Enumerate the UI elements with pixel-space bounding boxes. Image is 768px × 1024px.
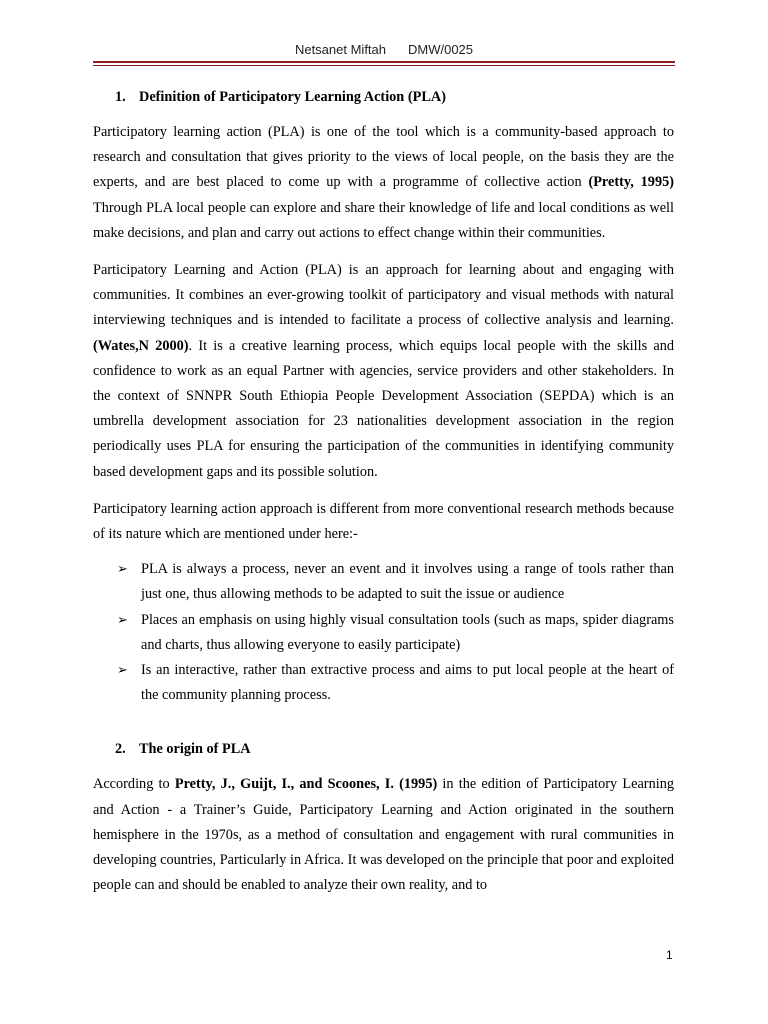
list-item-text: Is an interactive, rather than extractive process and aims to put local people at the heart of the community planning process.: [141, 662, 674, 704]
paragraph: [93, 772, 674, 898]
bullet-list: [93, 557, 674, 708]
paragraph-text: Participatory Learning and Action (PLA) is an approach for learning about and engaging with communities. It combines an ever-growing toolkit of participatory and visual methods with natural interviewing techniques and is intended to facilitate a process of collective analysis and learning.: [93, 262, 674, 329]
header-author: Netsanet Miftah: [294, 42, 386, 57]
header-rule-thin: [93, 65, 675, 66]
citation: Pretty, J., Guijt, I., and Scoones, I. (1995): [174, 776, 438, 793]
page-number: 1: [666, 948, 673, 962]
paragraph: [93, 120, 674, 246]
paragraph-text: . It is a creative learning process, which equips local people with the skills and confidence to work as an equal Partner with agencies, service providers and other stakeholders. In the context of SNNPR South Ethiopia People Development Association (SEPDA) which is an umbrella development association for 23 nationalities development association in the region periodically uses PLA for ensuring the participation of the communities in identifying community based development gaps and its possible solution.: [93, 337, 674, 480]
section-title: The origin of PLA: [139, 741, 251, 758]
header-code: DMW/0025: [408, 42, 474, 57]
arrow-bullet-icon: ➢: [117, 562, 128, 578]
list-item: [117, 608, 674, 658]
paragraph: [93, 258, 674, 485]
arrow-bullet-icon: ➢: [117, 612, 128, 628]
list-item-text: PLA is always a process, never an event and it involves using a range of tools rather than just one, thus allowing methods to be adapted to suit the issue or audience: [141, 561, 674, 603]
paragraph-text: According to: [93, 776, 175, 793]
arrow-bullet-icon: ➢: [117, 663, 128, 679]
list-item: [117, 557, 674, 607]
paragraph: Participatory learning action approach is different from more conventional research methods because of its nature which are mentioned under here:-: [93, 500, 674, 543]
paragraph-text: in the edition of Participatory Learning and Action - a Trainer’s Guide, Participatory Learning and Action originated in the southern hemisphere in the 1970s, as a method of consultation and engagement with rural communities in developing countries, Particularly in Africa. It was developed on the principle that poor and exploited people can and should be enabled to analyze their own reality, and to: [93, 776, 674, 894]
paragraph-text: Through PLA local people can explore and share their knowledge of life and local conditions as well make decisions, and plan and carry out actions to effect change within their communities.: [93, 199, 674, 241]
header-rule-thick: [93, 61, 675, 63]
paragraph-text: Participatory learning action (PLA) is one of the tool which is a community-based approach to research and consultation that gives priority to the views of local people, on the basis they are the experts, and are best placed to come up with a programme of collective action: [93, 124, 674, 191]
document-body: [93, 86, 674, 898]
list-item: [117, 658, 674, 708]
list-item-text: Places an emphasis on using highly visual consultation tools (such as maps, spider diagrams and charts, thus allowing everyone to easily participate): [141, 611, 674, 653]
section-heading-origin: [93, 738, 674, 760]
citation: (Wates,N 2000): [93, 337, 189, 354]
page-header: [0, 42, 768, 57]
citation: (Pretty, 1995): [588, 174, 675, 191]
section-number: 2.: [115, 741, 126, 758]
section-title: Definition of Participatory Learning Action (PLA): [139, 89, 446, 105]
section-number: 1.: [115, 89, 126, 105]
section-heading-definition: [93, 86, 674, 108]
